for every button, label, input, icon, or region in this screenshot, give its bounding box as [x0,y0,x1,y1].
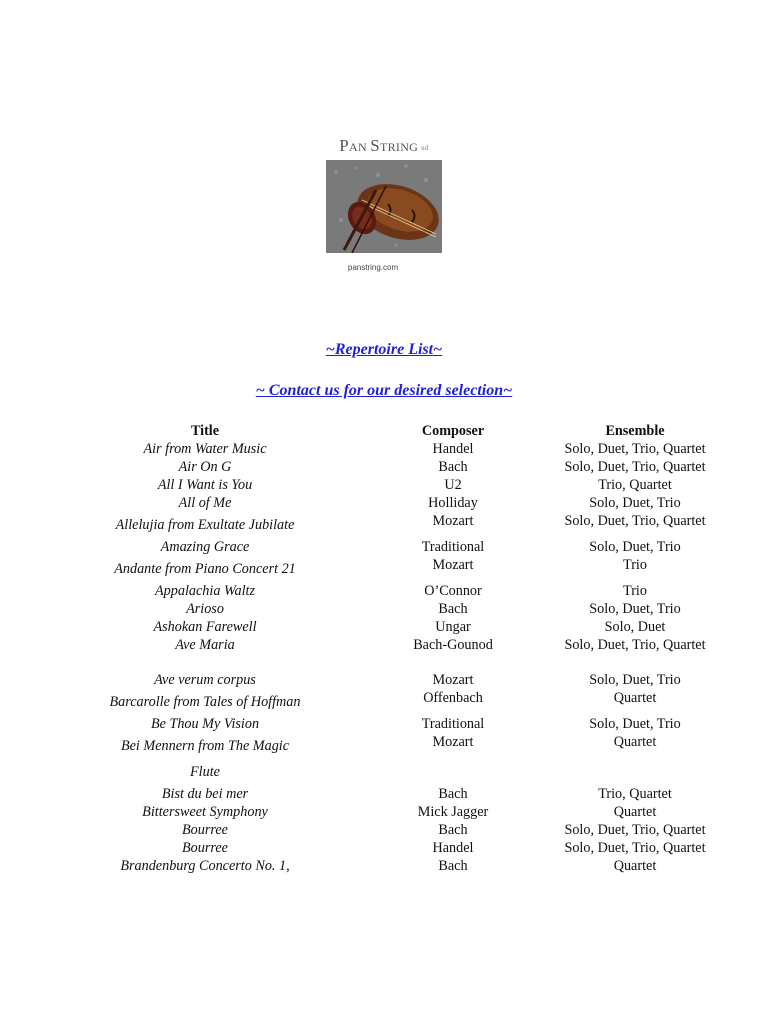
row-ensemble: Solo, Duet, Trio, Quartet [564,441,706,457]
row-ensemble: Solo, Duet, Trio, Quartet [564,637,706,653]
row-title: All of Me [178,495,232,511]
row-composer: Offenbach [423,690,483,706]
row-ensemble: Quartet [613,858,657,874]
row-composer: Mozart [432,734,474,750]
row-title: Bourree [182,840,228,856]
contact-heading: ~ Contact us for our desired selection~ [255,382,513,399]
row-title [55,733,355,785]
row-composer: Traditional [421,716,485,732]
row-title [55,512,355,538]
table-row [0,582,768,600]
table-row [0,476,768,494]
table-row [0,785,768,803]
brand-text-an: AN [348,140,371,154]
table-row [0,458,768,476]
row-composer: Mick Jagger [417,804,489,820]
row-ensemble: Quartet [613,804,657,820]
row-composer: Handel [432,840,474,856]
row-title: Ave verum corpus [154,672,256,688]
table-row [0,839,768,857]
row-composer: U2 [444,477,462,493]
row-title-text: Barcarolle from Tales of Hoffman [109,694,301,710]
row-title: Ave Maria [175,637,235,653]
table-row [0,618,768,636]
row-ensemble: Solo, Duet [604,619,666,635]
row-title: Amazing Grace [160,539,250,555]
row-title: Be Thou My Vision [150,716,260,732]
row-title-text: Andante from Piano Concert 21 [114,561,296,577]
row-title: Bist du bei mer [161,786,249,802]
row-title [55,556,355,582]
row-title: Air from Water Music [143,441,267,457]
row-ensemble: Trio [623,583,647,599]
row-composer: O’Connor [424,583,482,599]
row-composer: Bach-Gounod [413,637,493,653]
table-row [0,803,768,821]
row-title: Appalachia Waltz [155,583,255,599]
header-composer: Composer [421,423,485,439]
row-title: Brandenburg Concerto No. 1, [120,858,290,874]
row-ensemble: Quartet [613,734,657,750]
table-row [0,538,768,556]
repertoire-table [0,422,768,875]
table-row [0,494,768,512]
row-composer: Bach [438,601,468,617]
brand-text-tring: TRING [379,140,419,154]
header-ensemble: Ensemble [605,423,665,439]
table-row [0,636,768,654]
violin-photo [326,160,442,253]
row-ensemble: Solo, Duet, Trio [589,716,681,732]
row-title: Arioso [186,601,224,617]
table-row [0,512,768,538]
row-composer: Bach [438,822,468,838]
row-ensemble: Solo, Duet, Trio, Quartet [564,459,706,475]
row-ensemble: Solo, Duet, Trio [589,495,681,511]
brand-letter-p: P [339,136,349,155]
table-row [0,715,768,733]
row-title-text: Allelujia from Exultate Jubilate [115,517,295,533]
row-composer: Traditional [421,539,485,555]
row-composer: Mozart [432,672,474,688]
logo-block [0,136,768,272]
repertoire-heading: ~Repertoire List~ [325,341,443,358]
row-ensemble: Solo, Duet, Trio, Quartet [564,840,706,856]
table-row [0,440,768,458]
row-ensemble: Solo, Duet, Trio [589,672,681,688]
table-row [0,821,768,839]
row-composer: Bach [438,858,468,874]
row-title: All I Want is You [157,477,253,493]
row-ensemble: Solo, Duet, Trio, Quartet [564,822,706,838]
row-title-text: Bei Mennern from The Magic Flute [120,738,290,780]
header-title: Title [190,423,220,439]
row-title: Air On G [178,459,232,475]
row-composer: Holliday [428,495,478,511]
brand-letter-s: S [370,136,380,155]
table-row [0,556,768,582]
row-composer: Ungar [435,619,471,635]
table-row [0,600,768,618]
table-row [0,654,768,689]
row-title: Bourree [182,822,228,838]
row-ensemble: Quartet [613,690,657,706]
brand-mark: ud [421,143,429,152]
row-ensemble: Solo, Duet, Trio [589,601,681,617]
row-composer: Mozart [432,557,474,573]
row-title: Ashokan Farewell [153,619,257,635]
row-composer: Handel [432,441,474,457]
website-url: panstring.com [347,263,399,272]
row-ensemble: Trio, Quartet [598,786,672,802]
row-title: Bittersweet Symphony [142,804,268,820]
row-composer: Bach [438,459,468,475]
table-row [0,689,768,715]
table-row [0,733,768,785]
table-header-row [0,422,768,440]
row-composer: Mozart [432,513,474,529]
row-ensemble: Trio, Quartet [598,477,672,493]
row-ensemble: Trio [623,557,647,573]
brand-wordmark [0,136,768,156]
row-ensemble: Solo, Duet, Trio [589,539,681,555]
row-ensemble: Solo, Duet, Trio, Quartet [564,513,706,529]
table-row [0,857,768,875]
row-composer: Bach [438,786,468,802]
row-title [55,689,355,715]
violin-image [326,160,442,253]
